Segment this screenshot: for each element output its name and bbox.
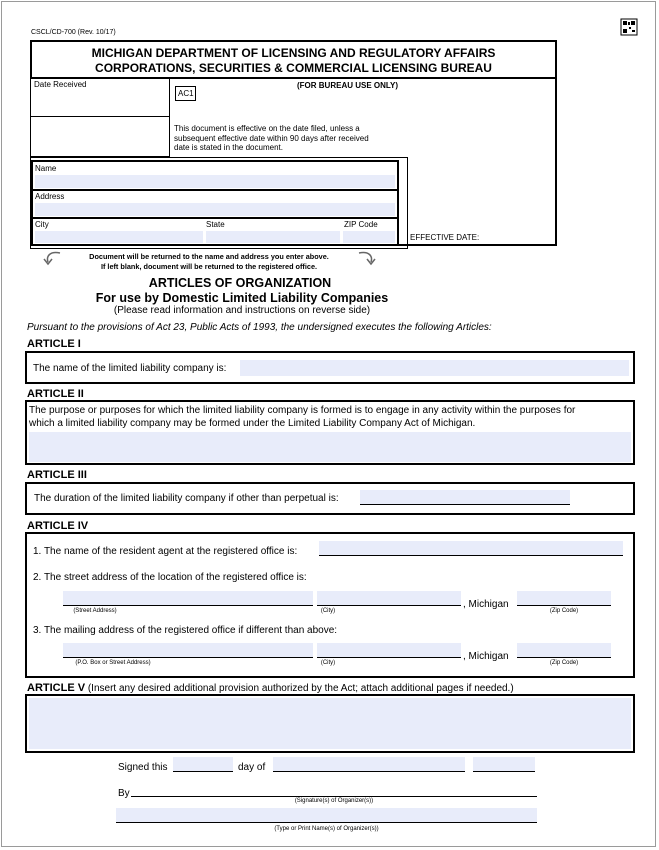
city-label: City [35, 220, 49, 229]
return-city-field[interactable] [35, 231, 203, 243]
by-label: By [118, 788, 130, 799]
return-zip-field[interactable] [343, 231, 395, 243]
zip-caption-1: (Zip Code) [549, 608, 579, 614]
article-4-heading: ARTICLE IV [27, 520, 89, 532]
article-3-box [25, 482, 635, 515]
date-received-label: Date Received [34, 80, 87, 89]
article-5-heading: ARTICLE V [27, 682, 86, 694]
signature-line[interactable] [131, 784, 537, 797]
return-note: Document will be returned to the name and address you enter above. If left blank, document will be returned to the registered office. [89, 252, 329, 271]
bureau-use-only: (FOR BUREAU USE ONLY) [297, 81, 399, 90]
address-label: Address [35, 192, 65, 201]
article-1-text: The name of the limited liability company is: [33, 363, 227, 374]
effective-note: This document is effective on the date filed, unless a subsequent effective date within 90 days after received date is stated in the document. [174, 124, 369, 152]
form-id: CSCL/CD-700 (Rev. 10/17) [31, 29, 116, 36]
article-1-box [25, 351, 635, 384]
purpose-field[interactable] [29, 432, 631, 462]
preamble: Pursuant to the provisions of Act 23, Public Acts of 1993, the undersigned executes the following Articles: [27, 322, 492, 333]
article-3-text: The duration of the limited liability company if other than perpetual is: [34, 493, 339, 504]
company-name-field[interactable] [240, 360, 629, 376]
article-4-item-3: 3. The mailing address of the registered office if different than above: [33, 625, 338, 636]
michigan-label-1: , Michigan [463, 599, 509, 610]
article-2-text: The purpose or purposes for which the limited liability company is formed is to engage in any activity within the purposes for which a limited liability company may be formed under the Limited Liability Company Act of Michigan. [29, 405, 576, 429]
article-4-item-1: 1. The name of the resident agent at the registered office is: [33, 546, 298, 557]
article-5-heading-row [27, 682, 514, 694]
article-2-box [25, 400, 635, 465]
article-5-text: (Insert any desired additional provision authorized by the Act; attach additional pages if needed.) [87, 683, 514, 694]
city-caption-2: (City) [320, 660, 336, 666]
article-4-item-2: 2. The street address of the location of the registered office is: [33, 572, 307, 583]
return-address-field[interactable] [35, 203, 395, 216]
date-received-box[interactable] [30, 78, 170, 117]
michigan-label-2: , Michigan [463, 651, 509, 662]
article-5-box [25, 694, 635, 753]
return-address-box [31, 160, 399, 246]
date-received-box-lower [30, 116, 170, 157]
header-line-1: MICHIGAN DEPARTMENT OF LICENSING AND REGULATORY AFFAIRS [91, 46, 496, 60]
header-line-2: CORPORATIONS, SECURITIES & COMMERCIAL LICENSING BUREAU [95, 61, 492, 75]
agency-header [30, 40, 557, 79]
form-instructions-hint: (Please read information and instructions on reverse side) [113, 305, 371, 316]
form-subtitle: For use by Domestic Limited Liability Companies [95, 291, 389, 305]
city-caption-1: (City) [320, 608, 336, 614]
bureau-code-box: AC1 [175, 86, 196, 101]
return-arrow-left-icon [42, 250, 64, 271]
pobox-caption: (P.O. Box or Street Address) [75, 660, 151, 666]
day-of-label: day of [238, 762, 266, 773]
name-label: Name [35, 164, 57, 173]
additional-provisions-field[interactable] [29, 698, 631, 749]
article-4-box [25, 532, 635, 678]
street-caption: (Street Address) [73, 608, 117, 614]
zip-label: ZIP Code [344, 220, 378, 229]
return-arrow-right-icon [355, 250, 377, 271]
return-name-field[interactable] [35, 175, 395, 188]
article-2-heading: ARTICLE II [27, 388, 84, 400]
signature-caption: (Signature(s) of Organizer(s)) [294, 798, 374, 804]
article-1-heading: ARTICLE I [27, 338, 81, 350]
article-3-heading: ARTICLE III [27, 469, 87, 481]
zip-caption-2: (Zip Code) [549, 660, 579, 666]
barcode-icon [620, 18, 638, 36]
form-title: ARTICLES OF ORGANIZATION [148, 276, 332, 290]
return-state-field[interactable] [206, 231, 340, 243]
effective-date-label: EFFECTIVE DATE: [410, 233, 480, 242]
state-label: State [206, 220, 225, 229]
print-name-caption: (Type or Print Name(s) of Organizer(s)) [274, 826, 379, 832]
signed-this-label: Signed this [118, 762, 168, 773]
